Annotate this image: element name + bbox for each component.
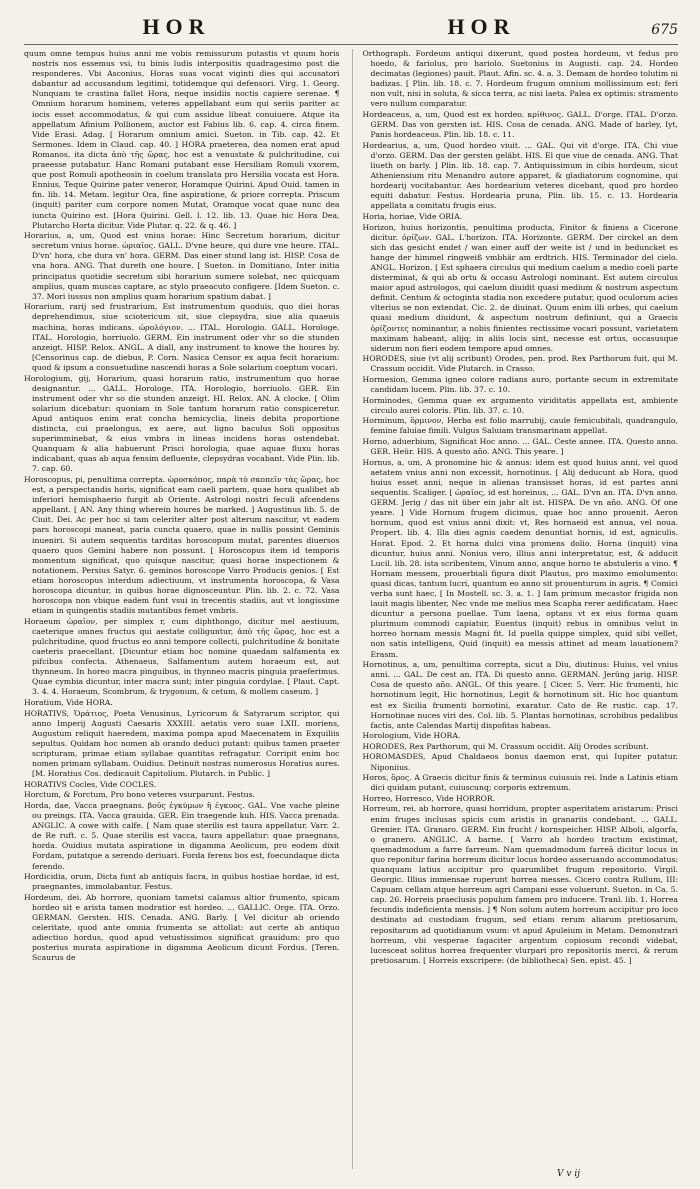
dictionary-entry: Horminodes, Gemma quae ex argumento viriditatis appellata est, ambiente circulo aurei coloris. Plin. lib. 37. c. 10. [362,395,678,415]
dictionary-entry: Hornotinus, a, um, penultima correpta, sicut a Diu, diutinus: Huius, vel vnius anni. ... GAL. De cest an. ITA. Di questo anno. GERMAN. Jerüng jarig. HISP. Cosa de questo año. ANGL. Of this yeare. [ Cicer. 5. Verr. Hic frumenti, hic hornotinum legit, Hic hornotinus, Legit & hornotinum sit. Hic hoc quantum est ex Sicilia frumenti hornotini, exaratur. Cato de Re rustic. cap. 17. Hornotinae nuces viri des. Col. lib. 5. Plantas hornotinas, scrobibus pedalibus factis, ante Calendas Martij dispofitas habeas. [362,660,678,730]
dictionary-entry: Horreo, Horresco, Vide HORROR. [362,793,496,803]
dictionary-entry: Hordeum, dei. Ab horrore, quoniam tametsi calamus altior frumento, spicam hordeo sit e arista tamen modratior est hordeo. ... GALLIC. Orge. ITA. Orzo. GERMAN. Gersten. HIS. Cenada. ANG. Barly. [ Vel dicitur ab oriendo celeritate, quod ante omnia frumenta se attollat: aut certe ab antiquo adiectiuo hordus, quod apud vetustissimos significat grauidum: pro quo posterius murata aspiratione in digamma Aeolicum dicunt Fordus. [Teren. Scaurus de [24,892,340,963]
dictionary-entry: Horoscopus, pi, penultima correpta. ὡροσκόπος, παρὰ τὸ σκοπεῖν τὰς ὥρας, hoc est, a perspectandis horis, significat eam caeli partem, quae hora qualibet ab inferiori hemisphaerio furgit ab Oriente. Astrologi nostri feculi afcendens appellant. [ AN. Any thing wherein houres be marked. ] Augustinus lib. 5. de Ciuit. Dei. Ac per hoc si tam celeriter alter post alterum nascitur, vt eadem pars horoscopi maneat, paria cuncta quaero, quae in nullis possint Geminis inueniri. Si autem sequentis tarditas horoscopum mutat, parentes diuersos quaero quos Gemini habere non possunt. [ Horoscopus item id temporis momentum significat, quo quisque nascitur, quasi horae inspectionem & notationem. Persius Satyr. 6. geminos horoscope Varro Producis genios. [ Est etiam horoscopus interdum adiectiuum, vt instrumenta horoscopa, & Vasa horoscopa dicuntur, in quibus horae dignosceuntur. Plin. lib. 2. c. 72. Vasa horoscopa non vbique eadem funt vsui in trecentis stadiis, aut vt longissime etiam in quingentis stadiis mutantibus femet vmbris. [24,474,340,616]
dictionary-entry: Hordicidia, orum, Dicta funt ab antiquis facra, in quibus hostiae hordae, id est, praegnantes, immolabantur. Festus. [24,872,340,892]
dictionary-entry: Horizon, huius horizontis, penultima producta, Finitor & finiens a Cicerone dicitur. ὁρίζων. GAL. L'horizon. ITA. Horizonte. GERM. Der circkel an dem sich das gesicht endet / wan einer auff der weite ist / und in beduncket es hange der himmel ringweiß vmbhär am erdtrich. HIS. Terminador del cielo. ANGL. Horizon. [ Est sphaera circulus qui medium caelum a medio coeli parte disterminat, & qui ab ortu & occasu Astrologi nominant. Est autem circulus maior apud astrologos, qui caelum diuidit quasi medium & nostrum aspectum definit. Centum & octoginta stadia non excedere putatur, quod oculorum acies vlterius se non extendat. Cic. 2. de diuinat. Quum enim illi orbes, qui caelum quasi medium diuidunt, & aspectum nostrum definiunt, qui a Graecis ὁρίζοντες nominantur, a nobis finientes rectissime vocari possunt, varietatem maximam habeant, alijq; in aliis locis sint, necesse est ortus, occasusque siderum non fieri eodem tempore apud omnes. [362,222,678,353]
dictionary-entry: Horia, horiae, Vide ORIA. [362,212,463,221]
dictionary-entry: Horarium, rarij sed frustrarium, Est instrumentum quoduis, quo diei horas deprehendimus, siue sciotericum sit, siue clepsydra, siue alia quaeuis machina, horas indicans. ὡρολόγιον. ... ITAL. Horologio. GALL. Horologe. ITAL. Horologio, horriuolo. GERM. Ein instrument oder vhr so die stunden anzeigt. HISP. Relox. ANGL. A diall, any instrument to knowe the houres by. [Censorinus cap. de diebus, P. Corn. Nasica Censor ex aqua fecit horarium: quod & ipsum a consuetudine nascendi horas a Sole solarium coeptum vocari. [24,302,340,372]
text-columns [24,49,678,1169]
right-column [352,49,679,1169]
dictionary-entry: HOROMASDES, Apud Chaldaeos bonus daemon erat, qui Iupiter putatur. Niponiius. [362,752,678,772]
dictionary-entry: Horatium, Vide HORA. [24,698,113,707]
dictionary-entry: HORATIVS Cocles, Vide COCLES. [24,779,157,789]
dictionary-entry: HORODES, Rex Parthorum, qui M. Crassum occidit. Alij Orodes scribunt. [362,741,649,751]
dictionary-entry: Horos, ὅρος. A Graecis dicitur finis & terminus cuiusuis rei. Inde a Latinis etiam dici quidam putant, cuiuscunq; corporis extremum. [362,773,678,793]
signature-mark: V v ij [557,1169,580,1179]
dictionary-entry: Horreum, rei, ab horrore, quasi horridum, propter asperitatem aristarum: Prisci enim fruges inclusas spicis cum aristis in granariis condebant. ... GALL. Grenier. ITA. Granaro. GERM. Ein frucht / kornspeicher. HISP. Alboli, algorfa, o granero. ANGLIC. A barne. [ Varro ab hordeo tractum existimat, quemadmodum a farre farreum. Nam quemadmodum farreā dicitur locus in quo reponitur farina horreum dicitur locus hordeo asseruando accommodatus: quanquam latius accipitur pro quarumlibet frugum repositorio. Virgil. Georgic. Illius immensae ruperunt horrea messes. Cicero contra Rullum, III: Capuam cellam atque horreum agri Campani esse voluerunt. Sueton. in Ca. 5. cap. 26. Horreis praeclusis populum famem pro inducere. Tranl. lib. 1. Horrea fecundis indeficienta mensis. ] ¶ Non solum autem horreum accipitur pro loco destinato ad custodiam frugum, sed etiam rerum aliarum pretiosarum, repositarum ad quotidianum vsum: vt apud Apuleium in Metam. Demonstrari horreum, vbi vesperae fagaciter argentum copiosum recondi videbat, lucesceat solitus horrea frequenter vlurpari pro repositoriis merci, & rerum pretiosarum. [ Horreis exscripere: (de bibliotheca) Sen. epist. 45. ] [362,804,678,965]
running-head-left: HOR [142,14,211,39]
dictionary-entry: Hordeaceus, a, um, Quod est ex hordeo. κρίθινος. GALL. D'orge. ITAL. D'orzo. GERM. Das von gersten ist. HIS. Cosa de cenada. ANG. Made of barley, Iyt, Panis hordeaceus. Plin. lib. 18. c. 11. [362,110,678,140]
dictionary-entry: HORODES, siue (vt alij scribunt) Orodes, pen. prod. Rex Parthorum fuit, qui M. Crassum occidit. Vide Plutarch. in Crasso. [362,354,678,374]
dictionary-entry: Hornus, a, um, A pronomine hic & annus: idem est quod huius anni, vel quod aetatem vnius anni non excessit, hornotinus. [ Alij deducunt ab Hora, quod huius esset anni, neque in alienas transisset horas, id est partes anni sequentis. Scaliger. [ ὡραῖος, id est horeinus, ... GAL. D'vn an. ITA. D'vn anno. GERM. Jerig / das nit über ein jahr alt ist. HISPA. De vn año. ANG. Of one yeare. ] Vide Hornum frugem dicimus, quae hoc anno prouenit. Aeron hornum, quod est vnius anni dixit: vt, Res hornaeid est annua, vel noua. Propert. lib. 4. Illa dies agnis caedem denuntiat hornis, id est, agniculis. Horat. Epod. 2. Et horna dulci vina promens dolio. Horna (inquit) vina dicuntur, huius anni. Nonius vero, illius anni interpretatur, est, & adducit Lucil. lib. 28. ista scribentem, Vinum anno, anque horno te abstuleris a vino. ¶ Hornam messem, prouerbiali figura dixit Plautus, pro maximo emolumento: quasi dicas, tantum lucri, quantum eo anno sit prouenturum in agris. ¶ Comici verba sunt haec, [ In Mostell. sc. 3. a. 1. ] Iam primum mecastor frigida non lauit magis libenter, Nec vnde me melius mea Scapha rerer aedificatam. Haec dicuntur a persona puellae. Tum laena, optans vt ex eius forma quam plurimum commodi capiatur, Euentus (inquit) rebus in omnibus velut in horreo hornam messis Magni fit. Id puella quippe simplex, quid sibi vellet, non satis intelligens, Quid (inquit) ea messis attinet ad meam lauationem? Erasm. [362,457,678,659]
dictionary-entry: Horda, dae, Vacca praegnans. βοῦς ἐγκύμων ἢ ἐγκυος. GAL. Vne vache pleine ou preings. ITA. Vacca grauida. GER. Ein traegende kuh. HIS. Vacca prenada. ANGLIC. A cowe with calfe. [ Nam quae sterilis est taura appellatur. Varr. 2. de Re ruft. c. 5. Quae sterilis est vacca, taura appellatur: quae praegnans, horda. Ouidius mutata aspiratione in digamma Aeolicum, pro eodem dixit Fordam, putatque a serendo deriuari. Forda ferens bos est, foecundaque dicta ferendo. [24,800,340,871]
dictionary-entry: HORATIVS, Ὁράτιος, Poeta Venusinus, Lyricorum & Satyrarum scriptor, qui anno Imperij Augusti Caesaris XXXIII. aetatis vero suae LXII. moriens, Augustum reliquit haeredem, maxima pompa apud Maecenatem in Exquiliis sepultus. Quidam hoc nomen ab orando deduci putant: quibus tamen praeter scripturam, primae etiam syllabae quantitas refragatur. Corripit enim hoc nomen primam syllabam. Ouidius. Detinuit nostras numerosus Horatius aures. [M. Horatius Cos. dedicauit Capitolium. Plutarch. in Public. ] [24,708,340,779]
dictionary-entry: Horctum, & Forctum, Pro bono veteres vsurparunt. Festus. [24,790,255,800]
dictionary-entry: Hormesion, Gemma igneo colore radians auro, portante secum in extremitate candidam lucem. Plin. lib. 37. c. 10. [362,375,678,395]
dictionary-entry: Orthograph. Fordeum antiqui dixerunt, quod postea hordeum, vt fedus pro hoedo, & fariolus, pro hariolo. Suetonius in Augusti. cap. 24. Hordeo decimatas (legiones) pauit. Plaut. Afin. sc. 4. a. 3. Demam de hordeo tolutim ni badizas. [ Plin. lib. 18. c. 7. Hordeum frugum omnium mollissimum est: feri non vult, nisi in soluta, & sicca terra, ac nisi laeta. Palea ex optimis: stramento vero nullum comparatur. [362,49,678,109]
dictionary-entry: Horaeum ὡραῖον, per simplex r, cum diphthongo, dicitur mel aestiuum, caeterique omnes fructus qui aestate colliguntur, ἀπὸ τῆς ὥρας, hoc est a pulchritudine, quod fructus eo anni tempore collecti, pulchritudine & bonitate caeteris praecellant. [Dicuntur etiam hoc nomine quaedam salfamenta ex pifcibus confecta. Athenaeus, Salfamentum autem horaeum est, aut thynneum. In horeo macra pinguibus, in thynneo macris pinguia praeferimus. Quae cymbia dicuntur, inter macra sunt; inter pinguia cordylae. [ Plaut. Capt. 3. 4. 4. Horaeum, Scombrum, & trygonum, & cetum, & mollem caseum. ] [24,616,340,697]
page-number: 675 [651,22,678,38]
left-column [24,49,340,1169]
dictionary-entry: quum omne tempus huius anni me vobis remissurum putastis vt quum horis nostris nos essemus vsi, tu binis ludis interpositis quadragesimo post die responderes. Vbi Asconius, Horas suas vocat viginti dies qui accusatori dabantur ad accusandum legitimi, totidemque qui defensori. Virg. 1. Georg. Nunquam te crastina fallet Hora, neque insidiis noctis capiere serenae. ¶ Omnium horarum hominem, veteres appellabant eum qui seriis pariter ac iocis esset accommodatus, & qui cum assidue libeat conuiuere. Atque ita appellatum Afinium Pollionem, auctor est Fabius lib. 6. cap. 4. circa finem. Vide Erasi. Adag. [ Horarum omnium amici. Sueton. in Tib. cap. 42. Et Sermones. Idem in Claud. cap. 40. ] HORA praeterea, dea nomen erat apud Romanos, ita dicta ἀπὸ τῆς ὥρας, hoc est a venustate & pulchritudine, cui praeesse putabatur. Hanc Romani putabant esse Hersiliam Romuli vxorem, que post Romuli apotheosin in coelum translata pro Hersilia vocata est Hora. Ennius, Teque Quirine pater veneror, Horamque Quirini. Apud Ouid. tamen in fin. lib. 14. Metam. legitur Ora, fine aspiratione, & priore correpta. Priscum (inquit) pariter cum corpore nomen Mutat, Oramque vocat quae nunc dea iuncta Quirino est. [Hora Quirini. Gell. l. 12. lib. 13. Quae hic Hora Dea, Plutarcho Horta dicitur. Vide Plutar. q. 22. & q. 46. ] [24,49,340,230]
dictionary-entry: Horarius, a, um, Quod est vnius horae: Hinc Secretum horarium, dicitur secretum vnius horae. ὡριαῖος. GALL. D'vne heure, qui dure vne heure. ITAL. D'vn' hora, che dura vn' hora. GERM. Das einer stund lang ist. HISP. Cosa de vna hora. ANG. That dureth one houre. [ Sueton. in Domitiano, Inter initia principatus quotidie secretum sibi horarium sumere solebat, nec quicquam amplius, quam muscas captare, ac stylo praeacuto configere. [Idem Sueton. c. 37. Mori iussus non amplius quam horarium spatium dabat. ] [24,231,340,301]
dictionary-entry: Horminum, ὅρμινον, Herba est folio marrubij, caule femicubitali, quadrangulo, femine faluiae fimili. Vulgus Saluiam transmarinam appellat. [362,416,678,436]
running-head [24,14,678,45]
dictionary-entry: Horologium, gij, Horarium, quasi horarum ratio, instrumentum quo horae designantur. ... GALL. Horologe. ITA. Horologio, horriuolo. GER. Ein instrument oder vhr so die stunden anzeigt. HI. Relox. AN. A clocke. [ Olim solarium dicebatur: quoniam in Sole tantum horarum ratio conspiceretur. Apud antiquos enim erat concha hemicyclia, lineis debita proportione distincta, cui praelongus, ex aere, aut ligno baculus Soli oppositus superimminebat, & eius vmbra in lineas incidens horas ostendebat. Quanquam & alia habuerunt Prisci horologia, quae aquae fluxu horas indicabant, quas ab aqua fensim defluente, clepsydras vocabant. Vide Plin. lib. 7. cap. 60. [24,373,340,474]
running-head-right: HOR [447,14,516,39]
dictionary-entry: Horno, aduerbium, Significat Hoc anno. ... GAL. Ceste annee. ITA. Questo anno. GER. Heür. HIS. A questo año. ANG. This yeare. ] [362,437,678,457]
dictionary-entry: Horologium, Vide HORA. [362,731,461,741]
dictionary-entry: Hordearius, a, um, Quod hordeo viuit. ... GAL. Qui vit d'orge. ITA. Chi viue d'orzo. GERM. Das der gersten geläbt. HIS. El que viue de cenada. ANG. That liueth on barly. ] Plin. lib. 18. cap. 7. Antiquissimum in cibis hordeum, sicut Atheniensium ritu Menandro autore apparet, & gladiatorum cognomine, qui hordearij vocitabantur. Aes hordearium veteres dicebant, quod pro hordeo equiti dabatur. Festus. Hordearia pruna, Plin. lib. 15. c. 13. Hordearia appellata a comitatu frugis eius. [362,140,678,211]
